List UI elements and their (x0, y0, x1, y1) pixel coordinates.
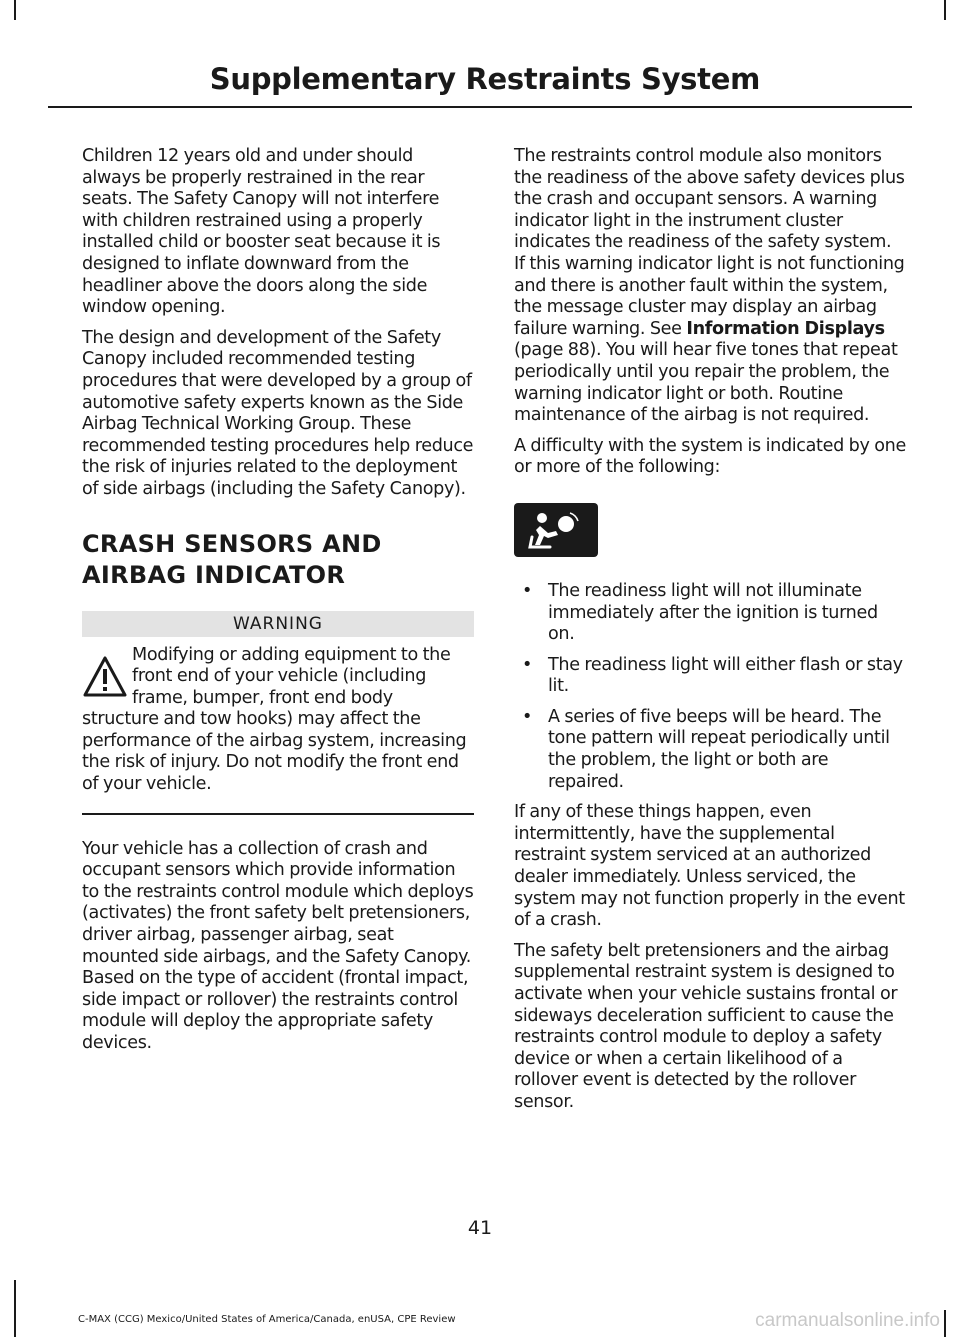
warning-text: Modifying or adding equipment to the front end of your vehicle (including frame, bumper, front end body structure and tow hooks) may affect the performance of the airbag system, increasing the risk of injury. Do not modify the front end of your vehicle. (82, 644, 467, 795)
section-heading-line1: CRASH SENSORS AND (82, 529, 382, 558)
warning-divider (82, 813, 474, 815)
bullet-dot: • (522, 706, 533, 727)
airbag-indicator-badge (514, 503, 598, 557)
paragraph-restraints-module (514, 146, 906, 427)
page-header-title: Supplementary Restraints System (209, 62, 760, 96)
bullet-text: The readiness light will either flash or stay lit. (548, 654, 903, 697)
difficulty-bullet-list (514, 581, 906, 793)
right-column (514, 146, 906, 1123)
crop-mark-bottom-right (944, 1310, 946, 1337)
bullet-dot: • (522, 654, 533, 675)
paragraph-pretensioners: The safety belt pretensioners and the airbag supplemental restraint system is designed to activate when your vehicle sustains frontal or sideways deceleration sufficient to cause the restraints control module to deploy a safety device or when a certain likelihood of a rollover event is detected by the rollover sensor. (514, 940, 898, 1112)
section-heading-line2: AIRBAG INDICATOR (82, 560, 346, 589)
crop-mark-top-left (14, 0, 16, 20)
header-divider (48, 106, 912, 108)
left-column (82, 146, 474, 1064)
paragraph-children-safety: Children 12 years old and under should always be properly restrained in the rear seats. The Safety Canopy will not interfere with children restrained using a properly installed child or booster seat because it is designed to inflate downward from the headliner above the doors along the side window opening. (82, 146, 441, 318)
paragraph-service-advice: If any of these things happen, even intermittently, have the supplemental restraint system serviced at an authorized dealer immediately. Unless serviced, the system may not function properly in the event of a crash. (514, 802, 905, 931)
crop-mark-top-right (944, 0, 946, 20)
section-heading (82, 529, 474, 591)
paragraph-crash-sensors: Your vehicle has a collection of crash and occupant sensors which provide information to the restraints control module which deploys (activates) the front safety belt pretensioners, driver airbag, passenger airbag, seat mounted side airbags, and the Safety Canopy. Based on the type of accident (frontal impact, side impact or rollover) the restraints control module will deploy the appropriate safety devices. (82, 838, 474, 1053)
page-number: 41 (467, 1217, 493, 1239)
warning-triangle-icon (82, 655, 128, 699)
information-displays-link[interactable]: Information Displays (686, 318, 885, 339)
paragraph-restraints-text-1: The restraints control module also monitors the readiness of the above safety devices plus the crash and occupant sensors. A warning indicator light in the instrument cluster indicates the readiness of the safety system. If this warning indicator light is not functioning and there is another fault within the system, the message cluster may display an airbag failure warning. See (514, 146, 905, 339)
bullet-dot: • (522, 580, 533, 601)
crop-mark-bottom-left (14, 1280, 16, 1337)
list-item (514, 707, 906, 793)
bullet-text: The readiness light will not illuminate immediately after the ignition is turned on. (548, 580, 878, 645)
list-item (514, 655, 906, 698)
warning-body (82, 645, 474, 796)
list-item (514, 581, 906, 646)
warning-label: WARNING (82, 611, 474, 637)
paragraph-restraints-text-2: (page 88). You will hear five tones that repeat periodically until you repair the problem, the warning indicator light or both. Routine maintenance of the airbag is not required. (514, 340, 898, 426)
bullet-text: A series of five beeps will be heard. The tone pattern will repeat periodically until the problem, the light or both are repaired. (548, 706, 890, 792)
warning-box (82, 611, 474, 815)
footer-edition-text: C-MAX (CCG) Mexico/United States of America/Canada, enUSA, CPE Review (78, 1314, 456, 1325)
paragraph-design-development: The design and development of the Safety Canopy included recommended testing procedures that were developed by a group of automotive safety experts known as the Side Airbag Technical Working Group. These recommended testing procedures help reduce the risk of injuries related to the deployment of side airbags (including the Safety Canopy). (82, 327, 474, 499)
paragraph-difficulty-intro: A difficulty with the system is indicated by one or more of the following: (514, 435, 906, 478)
watermark: carmanualsonline.info (755, 1310, 940, 1331)
airbag-indicator-icon (526, 509, 586, 551)
